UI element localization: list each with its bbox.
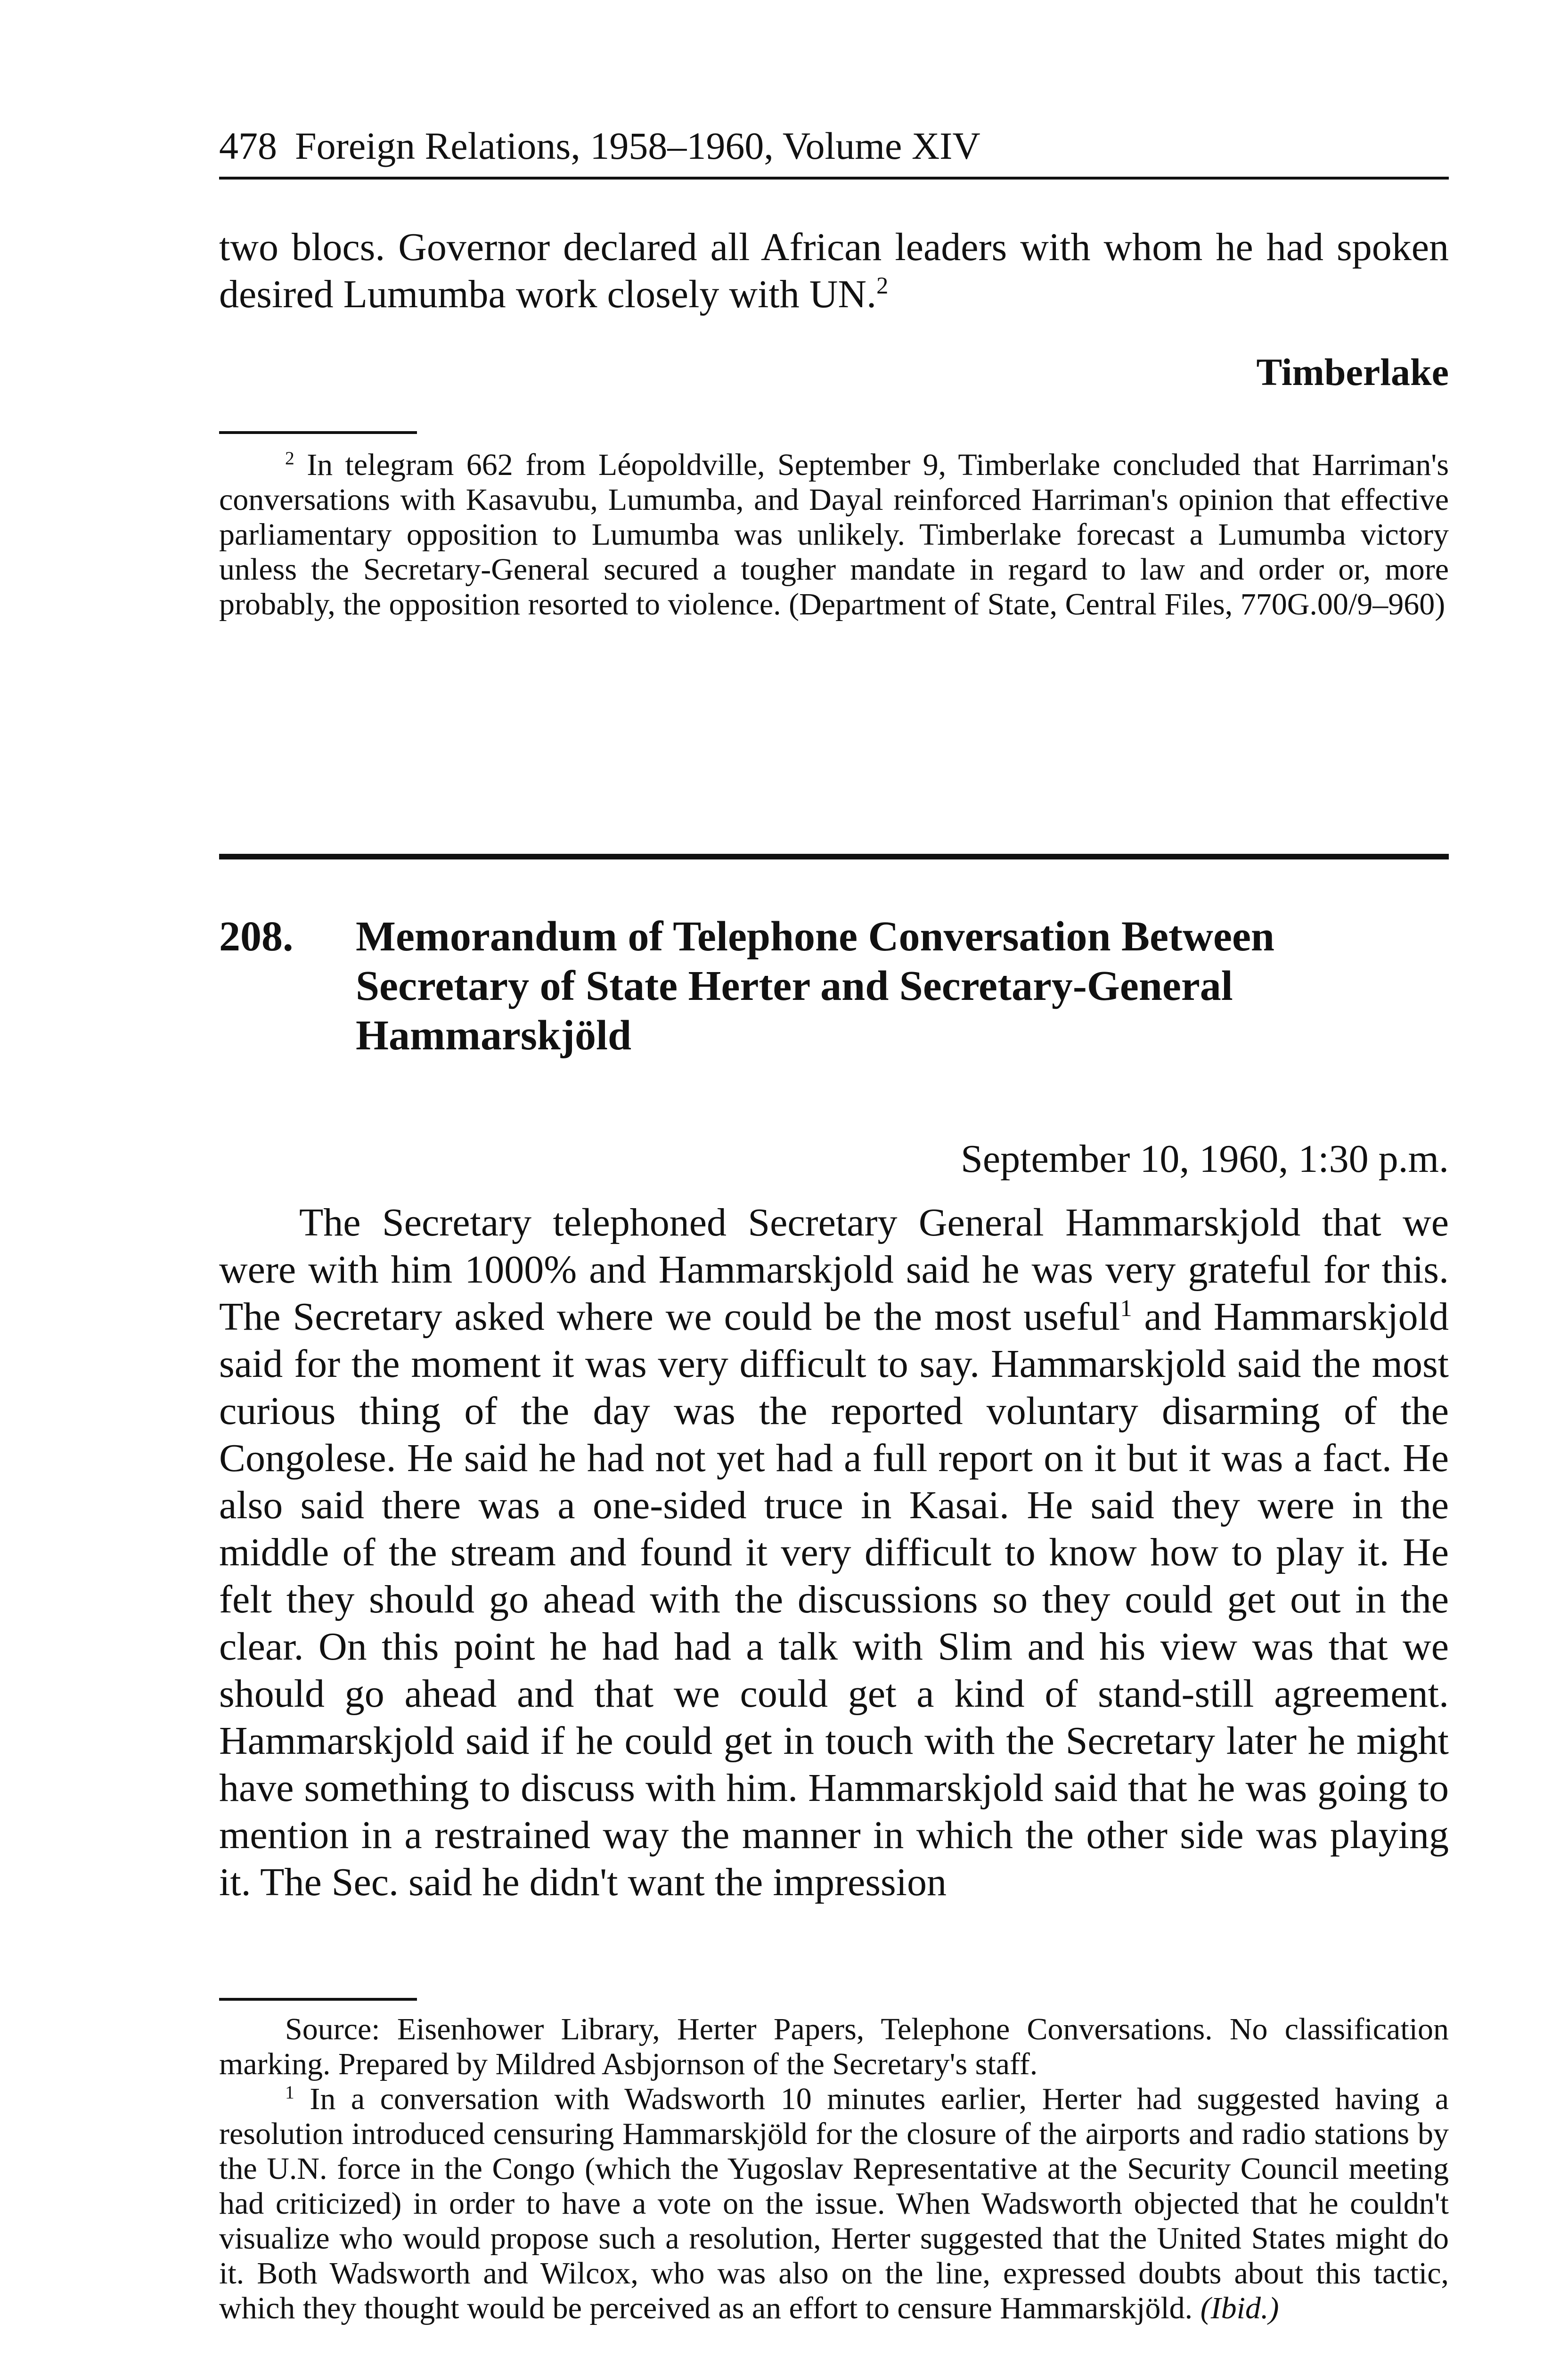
footnote-citation: (Ibid.) [1200, 2291, 1279, 2325]
footnote-text: In a conversation with Wadsworth 10 minutes earlier, Herter had suggested having a resolution introduced censuring Hammarskjöld for the closure of the airports and radio stations by the U.N. force in the Congo (which the Yugoslav Representative at the Security Council meeting had criticized) in order to have a vote on the issue. When Wadsworth objected that he couldn't visualize who would propose such a resolution, Herter suggested that the United States might do it. Both Wadsworth and Wilcox, who was also on the line, expressed doubts about this tactic, which they thought would be perceived as an effort to censure Hammarskjöld. [219, 2082, 1449, 2325]
body-text-part2: and Hammarskjold said for the moment it was very difficult to say. Hammarskjold said the most curious thing of the day was the reported voluntary disarming of the Congolese. He said he had not yet had a full report on it but it was a fact. He also said there was a one-sided truce in Kasai. He said they were in the middle of the stream and found it very difficult to know how to play it. He felt they should go ahead with the discussions so they could get out in the clear. On this point he had had a talk with Slim and his view was that we should go ahead and that we could get a kind of stand-still agreement. Hammarskjold said if he could get in touch with the Secretary later he might have something to discuss with him. Hammarskjold said that he was going to mention in a restrained way the manner in which the other side was playing it. The Sec. said he didn't want the impression [219, 1295, 1449, 1904]
document-page [219, 0, 1449, 2356]
previous-document-continuation [219, 224, 1449, 318]
continuation-text: two blocs. Governor declared all African leaders with whom he had spoken desired Lumumba work closely with UN. [219, 225, 1449, 316]
footnote-ref-2: 2 [876, 272, 889, 299]
source-note-text: Source: Eisenhower Library, Herter Papers, Telephone Conversations. No classification marking. Prepared by Mildred Asbjornson of the Secretary's staff. [219, 2012, 1449, 2081]
document-number: 208. [219, 913, 294, 960]
body-text-part1: The Secretary telephoned Secretary General Hammarskjold that we were with him 1000% and Hammarskjold said he was very grateful for this. The Secretary asked where we could be the most useful [219, 1201, 1449, 1339]
footnote-divider [219, 431, 417, 434]
document-footnotes [219, 2012, 1449, 2326]
memorandum-body [219, 1199, 1449, 1906]
running-header [219, 120, 1449, 180]
page-number: 478 [219, 124, 277, 167]
footnote-marker: 2 [285, 448, 294, 468]
section-divider [219, 854, 1449, 859]
dateline: September 10, 1960, 1:30 p.m. [961, 1137, 1449, 1181]
footnote-text: In telegram 662 from Léopoldville, September 9, Timberlake concluded that Harriman's conversations with Kasavubu, Lumumba, and Dayal reinforced Harriman's opinion that effective parliamentary opposition to Lumumba was unlikely. Timberlake forecast a Lumumba victory unless the Secretary-General secured a tougher mandate in regard to law and order or, more probably, the opposition resorted to violence. (Department of State, Central Files, 770G.00/9–960) [219, 448, 1449, 622]
footnote-2 [219, 448, 1449, 622]
document-title: Memorandum of Telephone Conversation Between Secretary of State Herter and Secretary-General Hammarskjöld [356, 913, 1274, 1059]
footnote-1 [219, 2082, 1449, 2326]
document-heading [219, 912, 1449, 1060]
volume-title: Foreign Relations, 1958–1960, Volume XIV [295, 124, 980, 167]
signature: Timberlake [1256, 351, 1449, 393]
footnote-ref-1: 1 [1120, 1295, 1132, 1321]
footnote-divider [219, 1998, 417, 2001]
footnote-marker: 1 [285, 2082, 294, 2102]
source-note [219, 2012, 1449, 2082]
